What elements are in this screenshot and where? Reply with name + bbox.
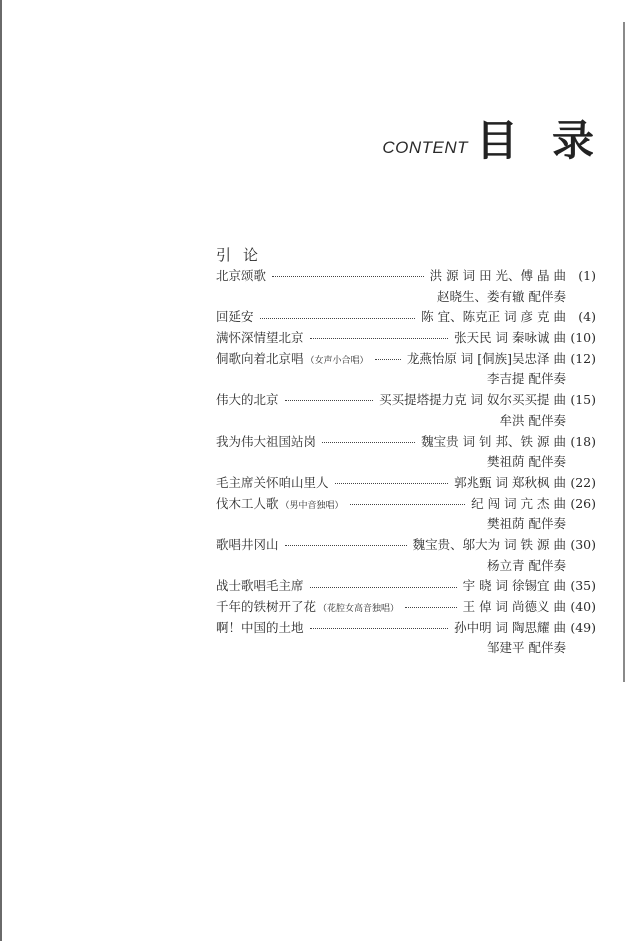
entry-title-text: 啊！中国的土地 <box>216 619 304 635</box>
entry-page-number: (1) <box>578 268 596 283</box>
entry-title <box>216 390 279 411</box>
entry-title-text: 回延安 <box>216 309 254 325</box>
entry-credits: 魏宝贵 词 钊 邦、铁 源 曲 <box>421 433 566 449</box>
toc-entry[interactable] <box>216 494 596 515</box>
dot-leader <box>350 503 466 505</box>
dot-leader <box>285 399 374 401</box>
entry-accompaniment-credit: 牟洪 配伴奏 <box>499 412 566 428</box>
entry-page-number: (10) <box>570 330 596 346</box>
dot-leader <box>335 482 449 484</box>
dot-leader <box>260 317 416 319</box>
entry-page-number: (4) <box>578 309 596 325</box>
dot-leader <box>285 544 407 546</box>
entry-title-text: 伟大的北京 <box>216 392 279 408</box>
dot-leader <box>272 275 424 277</box>
toc-entry[interactable] <box>216 349 596 370</box>
table-of-contents <box>216 244 596 659</box>
entry-performance-note: （花腔女高音独唱） <box>318 604 400 614</box>
toc-entry[interactable] <box>216 266 596 287</box>
entry-credits: 陈 宜、陈克正 词 彦 克 曲 <box>421 309 566 325</box>
entry-credits: 张天民 词 秦咏诚 曲 <box>454 330 566 346</box>
entry-title <box>216 618 304 639</box>
entry-credits: 孙中明 词 陶思耀 曲 <box>454 619 566 635</box>
entry-accompaniment-credit: 樊祖荫 配伴奏 <box>487 454 566 470</box>
entry-accompaniment-credit: 邹建平 配伴奏 <box>487 640 566 656</box>
dot-leader <box>310 337 449 339</box>
entry-credits: 宇 晓 词 徐锡宜 曲 <box>462 578 566 594</box>
section-title: 引论 <box>216 246 271 264</box>
entry-credits: 龙燕怡原 词 [侗族]吴忠泽 曲 <box>406 350 566 366</box>
entry-page-number: (15) <box>570 392 596 408</box>
toc-entry[interactable] <box>216 535 596 556</box>
toc-entry[interactable] <box>216 307 596 328</box>
heading-english: CONTENT <box>382 138 468 157</box>
entry-title-text: 毛主席关怀咱山里人 <box>216 474 329 490</box>
dot-leader <box>310 627 449 629</box>
entry-title <box>216 494 344 517</box>
entry-title-text: 伐木工人歌 <box>216 495 279 511</box>
entry-title-text: 满怀深情望北京 <box>216 330 304 346</box>
entry-title <box>216 576 304 597</box>
entry-accompaniment-credit: 杨立青 配伴奏 <box>487 557 566 573</box>
entry-title <box>216 328 304 349</box>
toc-entry[interactable] <box>216 432 596 453</box>
entry-accompaniment-credit: 赵晓生、娄有辙 配伴奏 <box>437 288 566 304</box>
entry-accompaniment-credit: 李吉提 配伴奏 <box>487 371 566 387</box>
entry-title <box>216 597 399 620</box>
page-edge-rule <box>0 0 2 941</box>
entry-title <box>216 349 369 372</box>
entry-title-text: 我为伟大祖国站岗 <box>216 433 317 449</box>
entry-accompaniment-credit: 樊祖荫 配伴奏 <box>487 516 566 532</box>
toc-entry[interactable] <box>216 473 596 494</box>
entry-title-text: 侗歌向着北京唱 <box>216 350 304 366</box>
entry-page-number: (12) <box>570 350 596 366</box>
entry-performance-note: （女声小合唱） <box>305 355 369 366</box>
toc-entry[interactable] <box>216 328 596 349</box>
entry-page-number: (40) <box>570 599 596 614</box>
toc-entry[interactable] <box>216 390 596 411</box>
entry-page-number: (18) <box>570 433 596 449</box>
entry-title-text: 千年的铁树开了花 <box>216 599 317 614</box>
dot-leader <box>322 441 415 443</box>
entry-title <box>216 432 316 453</box>
toc-entry[interactable] <box>216 618 596 639</box>
dot-leader <box>405 606 457 608</box>
entry-credits: 魏宝贵、邬大为 词 铁 源 曲 <box>412 536 566 552</box>
entry-title <box>216 535 279 556</box>
heading-chinese: 目录 <box>475 116 628 165</box>
toc-entries <box>216 266 596 659</box>
entry-title-text: 战士歌唱毛主席 <box>216 578 304 594</box>
entry-page-number: (49) <box>570 619 596 635</box>
entry-credits: 王 倬 词 尚德义 曲 <box>462 599 566 614</box>
entry-title <box>216 307 254 328</box>
toc-heading <box>382 116 628 165</box>
dot-leader <box>310 586 457 588</box>
entry-title-text: 歌唱井冈山 <box>216 536 279 552</box>
entry-credits: 买买提塔提力克 词 奴尔买买提 曲 <box>379 392 566 408</box>
entry-title-text: 北京颂歌 <box>216 268 267 283</box>
entry-title <box>216 473 329 494</box>
entry-credits: 洪 源 词 田 光、傅 晶 曲 <box>429 268 566 283</box>
entry-page-number: (22) <box>570 474 596 490</box>
entry-page-number: (26) <box>570 495 596 511</box>
entry-page-number: (30) <box>570 536 596 552</box>
entry-performance-note: （男中音独唱） <box>280 500 344 511</box>
toc-entry[interactable] <box>216 576 596 597</box>
entry-credits: 郭兆甄 词 郑秋枫 曲 <box>454 474 566 490</box>
toc-entry[interactable] <box>216 597 596 618</box>
entry-title <box>216 266 266 287</box>
dot-leader <box>375 358 401 360</box>
entry-credits: 纪 闯 词 亢 杰 曲 <box>471 495 566 511</box>
entry-page-number: (35) <box>570 578 596 594</box>
